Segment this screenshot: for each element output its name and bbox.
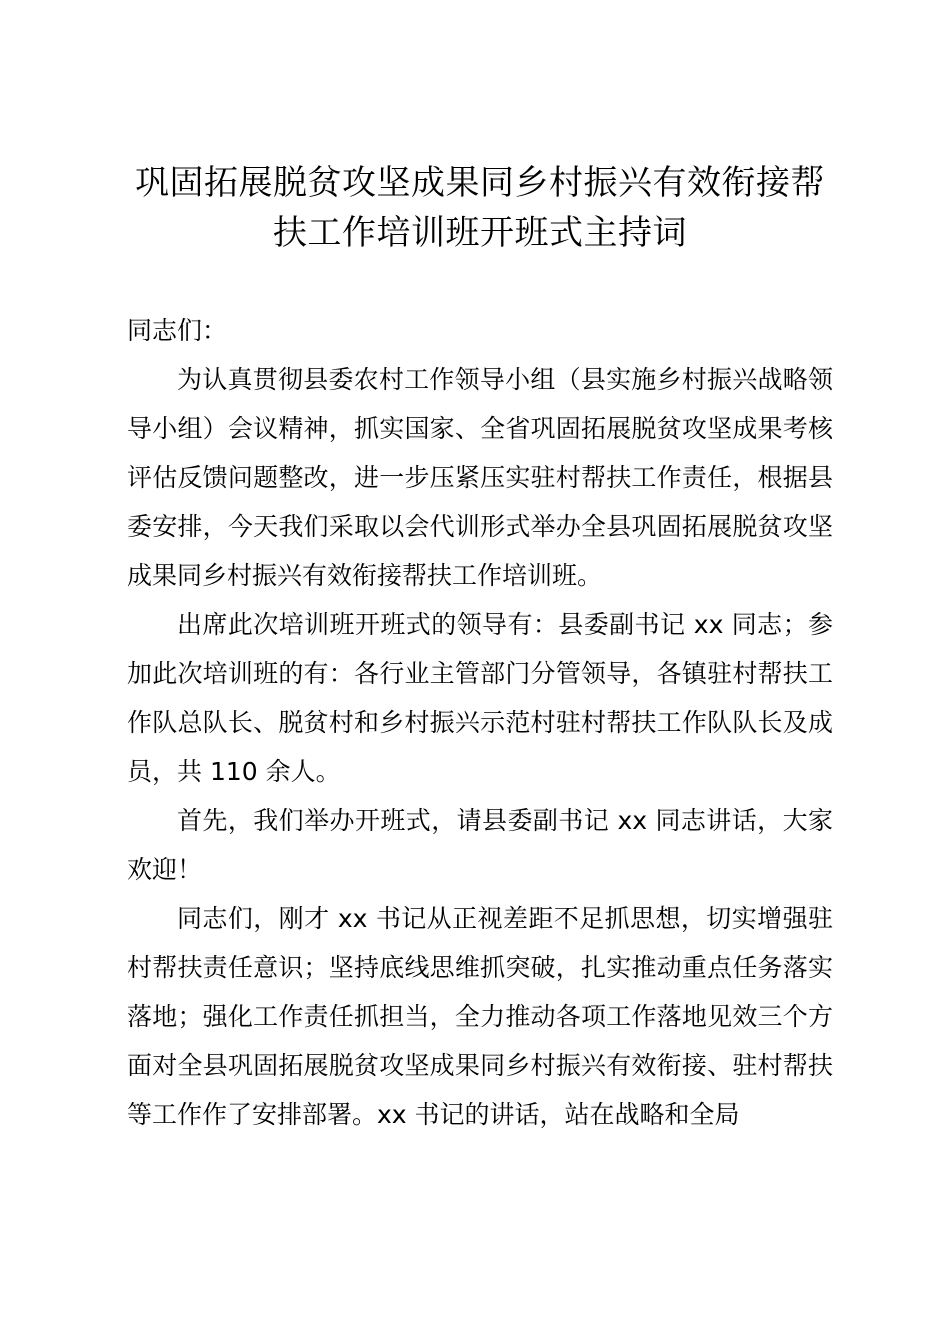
paragraph-2: 出席此次培训班开班式的领导有：县委副书记 xx 同志；参加此次培训班的有：各行业主管部门分管领导，各镇驻村帮扶工作队总队长、脱贫村和乡村振兴示范村驻村帮扶工作队队长及成员，共 110 余人。 <box>127 610 833 786</box>
document-page <box>127 158 833 1139</box>
salutation: 同志们： <box>127 316 228 345</box>
paragraph-1: 为认真贯彻县委农村工作领导小组（县实施乡村振兴战略领导小组）会议精神，抓实国家、全省巩固拓展脱贫攻坚成果考核评估反馈问题整改，进一步压紧压实驻村帮扶工作责任，根据县委安排，今天我们采取以会代训形式举办全县巩固拓展脱贫攻坚成果同乡村振兴有效衔接帮扶工作培训班。 <box>127 365 833 590</box>
document-title <box>127 158 833 258</box>
paragraph-3: 首先，我们举办开班式，请县委副书记 xx 同志讲话，大家欢迎！ <box>127 806 833 884</box>
title-line-1: 巩固拓展脱贫攻坚成果同乡村振兴有效衔接帮 <box>135 163 825 203</box>
title-line-2: 扶工作培训班开班式主持词 <box>273 213 687 253</box>
paragraph-4: 同志们，刚才 xx 书记从正视差距不足抓思想，切实增强驻村帮扶责任意识；坚持底线思维抓突破，扎实推动重点任务落实落地；强化工作责任抓担当，全力推动各项工作落地见效三个方面对全县巩固拓展脱贫攻坚成果同乡村振兴有效衔接、驻村帮扶等工作作了安排部署。xx 书记的讲话，站在战略和全局 <box>127 904 833 1129</box>
